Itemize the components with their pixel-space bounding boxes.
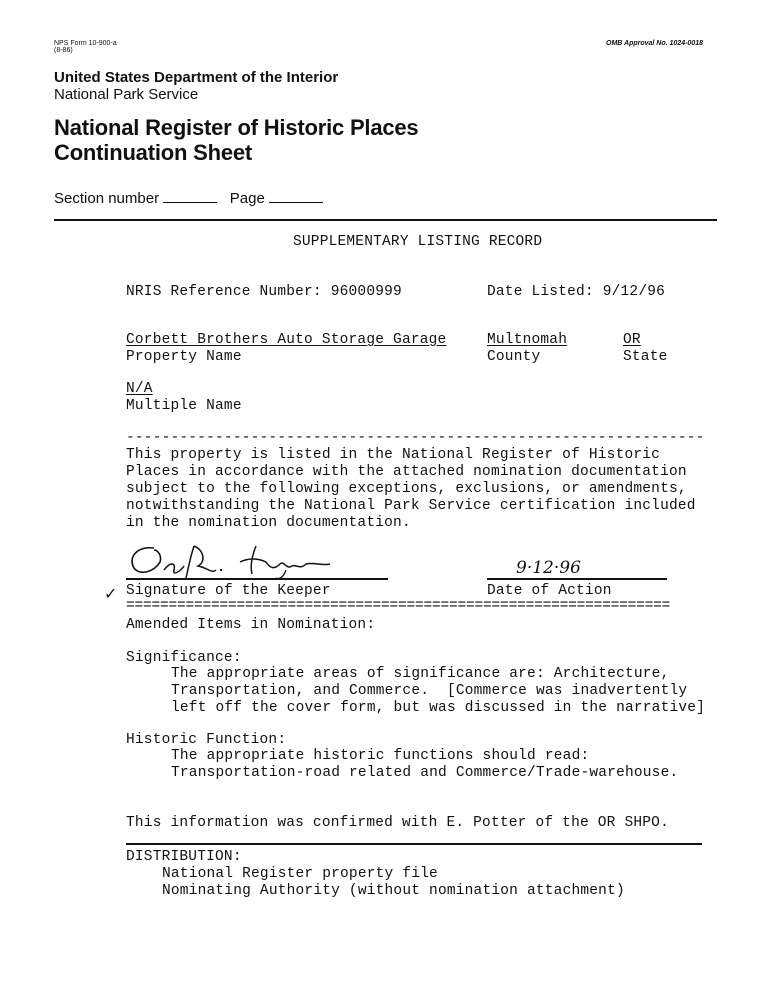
signature-line [126,578,388,580]
header-rule [54,219,717,221]
statement-line: subject to the following exceptions, exclusions, or amendments, [126,481,687,497]
section-number-field [54,190,323,207]
department-name: United States Department of the Interior [54,69,339,86]
form-title: National Register of Historic Places [54,115,419,140]
page-number-blank [269,190,323,203]
signature-label: Signature of the Keeper [126,583,331,599]
county-value: Multnomah [487,332,568,348]
confirmation-note: This information was confirmed with E. Potter of the OR SHPO. [126,815,669,831]
distribution-heading: DISTRIBUTION: [126,849,242,865]
historic-function-line: The appropriate historic functions should read: [171,748,590,764]
distribution-rule [126,843,702,845]
statement-line: in the nomination documentation. [126,515,411,531]
keeper-signature [124,540,364,582]
record-heading: SUPPLEMENTARY LISTING RECORD [293,234,543,250]
omb-approval: OMB Approval No. 1024-0018 [606,40,703,47]
property-name-value: Corbett Brothers Auto Storage Garage [126,332,447,348]
distribution-item: National Register property file [162,866,438,882]
state-value: OR [623,332,641,348]
distribution-item: Nominating Authority (without nomination attachment) [162,883,625,899]
date-of-action-label: Date of Action [487,583,612,599]
section-number-label: Section number [54,190,160,207]
form-number: NPS Form 10-900-a [54,40,117,47]
page-label: Page [229,190,265,207]
historic-function-heading: Historic Function: [126,732,287,748]
nris-reference: NRIS Reference Number: 96000999 [126,284,402,300]
date-listed: Date Listed: 9/12/96 [487,284,666,300]
equals-separator: ================================================================ [126,598,671,614]
statement-line: notwithstanding the National Park Service certification included [126,498,696,514]
multiple-name-value: N/A [126,381,153,397]
county-label: County [487,349,541,365]
agency-name: National Park Service [54,86,199,103]
check-mark-icon: ✓ [104,584,118,603]
statement-line: Places in accordance with the attached nomination documentation [126,464,687,480]
multiple-name-label: Multiple Name [126,398,242,414]
significance-line: left off the cover form, but was discussed in the narrative] [171,700,706,716]
statement-line: This property is listed in the National Register of Historic [126,447,661,463]
dash-separator: ----------------------------------------------------------------- [126,430,705,446]
property-name-label: Property Name [126,349,242,365]
form-date: (8-86) [54,47,73,54]
state-label: State [623,349,668,365]
date-line [487,578,667,580]
historic-function-line: Transportation-road related and Commerce/Trade-warehouse. [171,765,679,781]
amended-heading: Amended Items in Nomination: [126,617,376,633]
significance-line: Transportation, and Commerce. [Commerce was inadvertently [171,683,688,699]
section-number-blank [163,190,217,203]
significance-heading: Significance: [126,650,242,666]
significance-line: The appropriate areas of significance are: Architecture, [171,666,670,682]
form-subtitle: Continuation Sheet [54,140,253,165]
handwritten-action-date: 9·12·96 [516,558,581,578]
